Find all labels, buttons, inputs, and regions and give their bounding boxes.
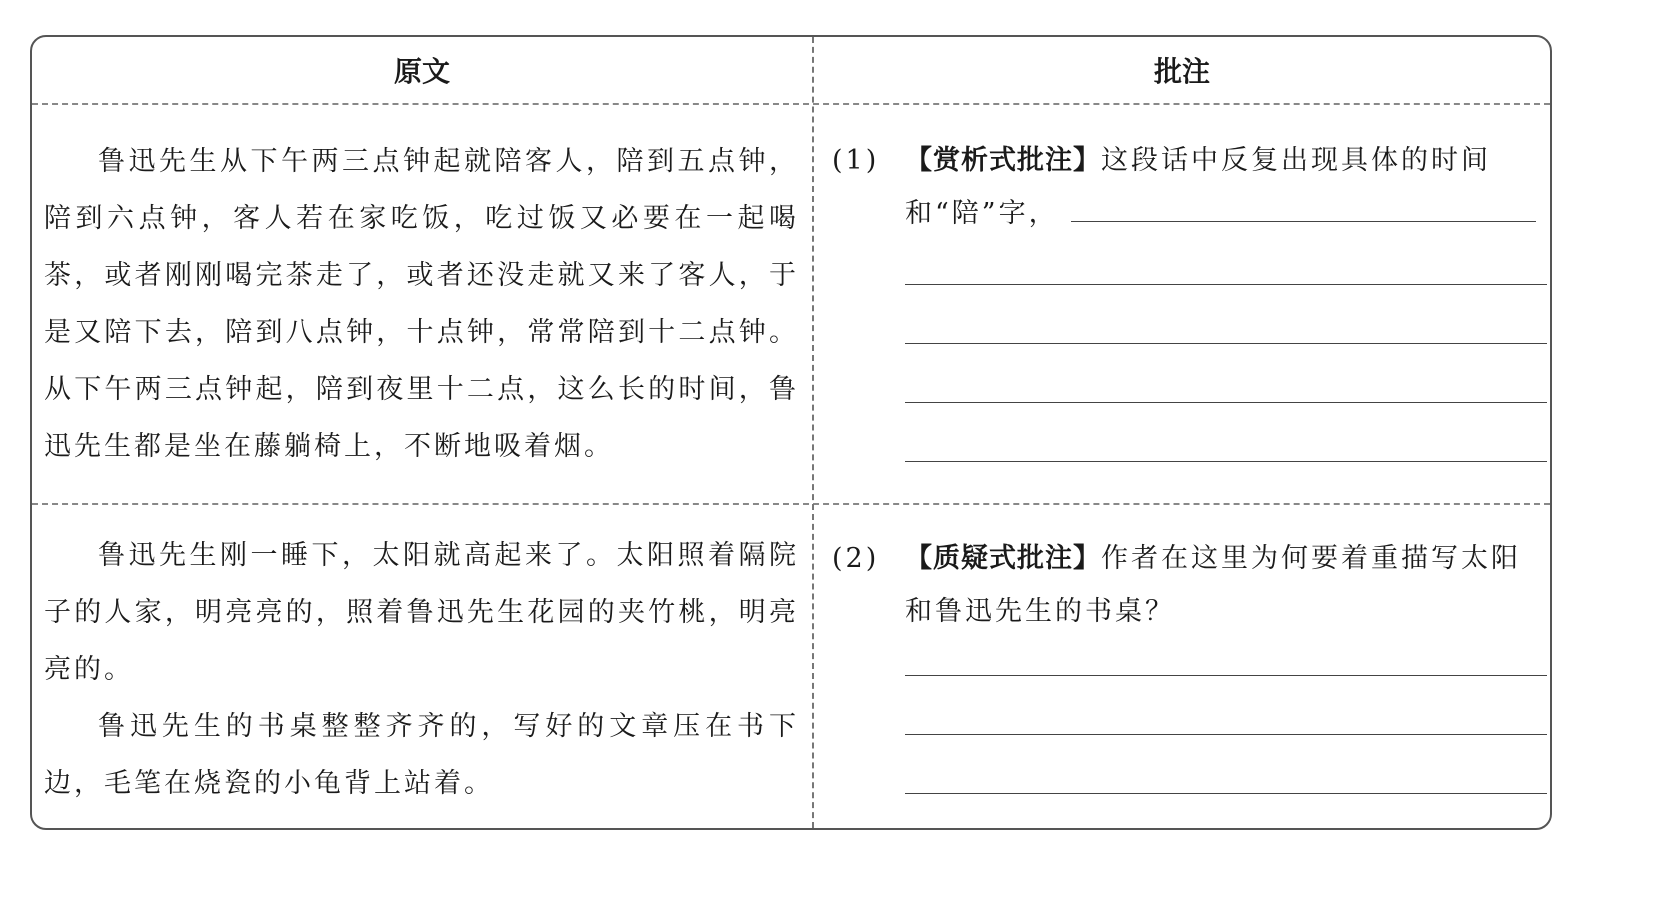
annotation-question	[905, 187, 1536, 240]
annotation-1	[832, 134, 1547, 240]
annotation-question-line	[832, 187, 1547, 240]
header-row-divider	[32, 103, 1550, 105]
original-paragraph: 鲁迅先生从下午两三点钟起就陪客人，陪到五点钟，陪到六点钟，客人若在家吃饭，吃过饭又必要在一起喝茶，或者刚刚喝完茶走了，或者还没走就又来了客人，于是又陪下去，陪到八点钟，十点钟，常常陪到十二点钟。从下午两三点钟起，陪到夜里十二点，这么长的时间，鲁迅先生都是坐在藤躺椅上，不断地吸着烟。	[44, 146, 799, 462]
annotation-number: (1)	[832, 145, 880, 176]
annotation-question	[905, 134, 1491, 187]
annotation-question-line	[832, 532, 1547, 585]
annotation-question-text: 作者在这里为何要着重描写太阳	[1101, 543, 1521, 574]
annotation-question-text: 和鲁迅先生的书桌？	[905, 596, 1175, 627]
row-divider	[32, 503, 1550, 505]
annotation-number: (2)	[832, 543, 880, 574]
annotation-question-line	[832, 134, 1547, 187]
answer-blank-line[interactable]	[905, 734, 1547, 735]
annotation-question	[905, 532, 1521, 585]
annotation-question-text: 和“陪”字，	[905, 198, 1059, 229]
answer-blank-line[interactable]	[905, 284, 1547, 285]
header-original: 原文	[393, 55, 450, 88]
annotation-question-text: 这段话中反复出现具体的时间	[1101, 145, 1491, 176]
original-text-2	[44, 527, 799, 812]
answer-blank-line[interactable]	[905, 402, 1547, 403]
annotation-table	[30, 35, 1552, 830]
header-annotation: 批注	[1153, 55, 1210, 88]
column-divider	[812, 37, 814, 828]
original-paragraph: 鲁迅先生刚一睡下，太阳就高起来了。太阳照着隔院子的人家，明亮亮的，照着鲁迅先生花园的夹竹桃，明亮亮的。	[44, 540, 799, 685]
answer-blank-line[interactable]	[905, 343, 1547, 344]
annotation-question	[905, 585, 1175, 638]
answer-blank-line[interactable]	[905, 793, 1547, 794]
annotation-2	[832, 532, 1547, 638]
answer-blank-line[interactable]	[1071, 191, 1536, 222]
answer-blank-line[interactable]	[905, 461, 1547, 462]
annotation-type-tag: 【质疑式批注】	[905, 543, 1101, 574]
original-text-1	[44, 133, 799, 475]
annotation-type-tag: 【赏析式批注】	[905, 145, 1101, 176]
annotation-question-line	[832, 585, 1547, 638]
answer-blank-line[interactable]	[905, 675, 1547, 676]
original-paragraph: 鲁迅先生的书桌整整齐齐的，写好的文章压在书下边，毛笔在烧瓷的小龟背上站着。	[44, 711, 799, 799]
